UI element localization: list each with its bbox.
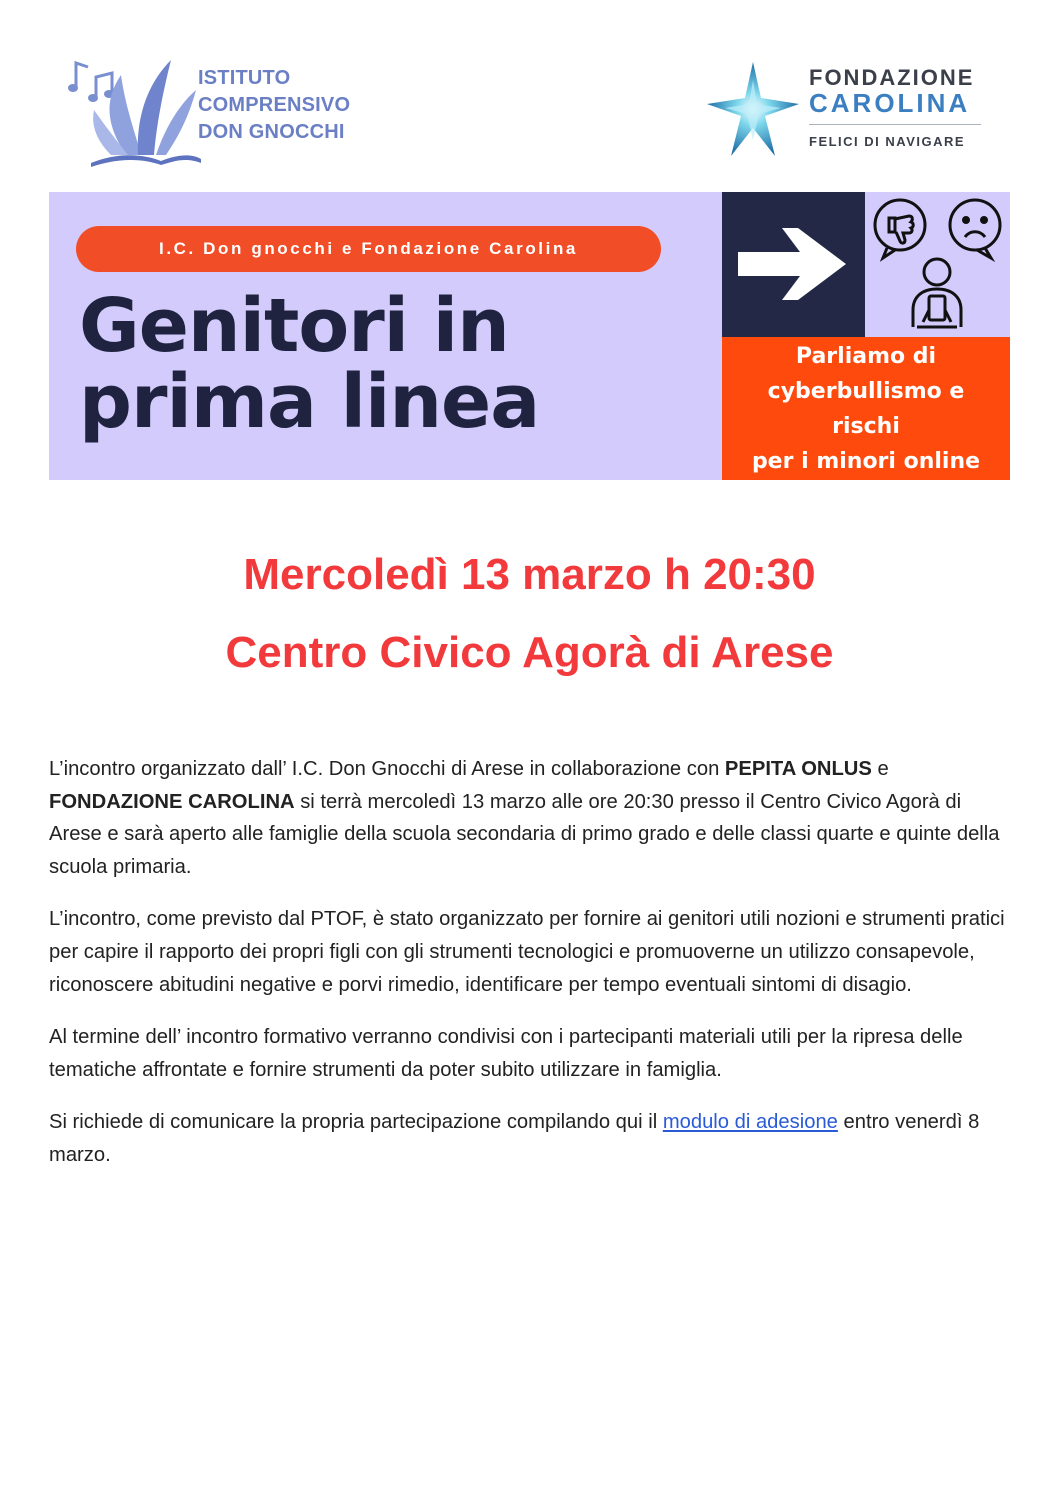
- person-phone-icon: [913, 259, 961, 327]
- thumbs-down-icon: [875, 200, 925, 258]
- partner-pepita: PEPITA ONLUS: [724, 758, 872, 780]
- paragraph-intro-part3: si terrà mercoledì 13 marzo alle ore 20:30 presso il Centro Civico Agorà di Arese e sarà aperto alle famiglie della scuola secondaria di primo grado e delle classi quarte e quinte della scuola primaria.: [49, 790, 1000, 878]
- banner-title-line1: Genitori in: [79, 283, 509, 369]
- icons-panel: [865, 192, 1010, 337]
- arrow-right-icon: [734, 222, 852, 307]
- paragraph-purpose: L’incontro, come previsto dal PTOF, è stato organizzato per fornire ai genitori utili nozioni e strumenti pratici per capire il rapporto dei propri figli con gli strumenti tecnologici e promuoverne un utilizzo consapevole, riconoscere abitudini negative e porvi rimedio, identificare per tempo eventuali sintomi di disagio.: [49, 908, 1005, 996]
- star-icon: [703, 60, 803, 160]
- foundation-logo-line1: FONDAZIONE: [809, 65, 975, 90]
- body-text: [49, 753, 1014, 1192]
- paragraph-intro-part1: L’incontro organizzato dall’ I.C. Don Gnocchi di Arese in collaborazione con: [49, 758, 725, 780]
- paragraph-registration-part1: Si richiede di comunicare la propria partecipazione compilando qui il: [49, 1111, 663, 1134]
- school-logo-line2: COMPRENSIVO: [198, 94, 351, 116]
- school-logo-line3: DON GNOCCHI: [198, 121, 345, 143]
- paragraph-registration: [49, 1106, 1014, 1171]
- event-date: Mercoledì 13 marzo h 20:30: [243, 550, 816, 599]
- paragraph-materials: Al termine dell’ incontro formativo verranno condivisi con i partecipanti materiali utili per la ripresa delle tematiche affrontate e fornire strumenti da poter subito utilizzare in famiglia.: [49, 1026, 963, 1081]
- hero-banner: [49, 192, 1010, 480]
- organizers-pill: I.C. Don gnocchi e Fondazione Carolina: [76, 226, 661, 272]
- partner-fondazione: FONDAZIONE CAROLINA: [49, 790, 295, 813]
- registration-form-link[interactable]: modulo di adesione: [662, 1111, 838, 1134]
- foundation-logo-rule: [809, 124, 981, 125]
- school-logo: [66, 55, 366, 170]
- topic-text: Parliamo di cyberbullismo e rischi per i minori online: [751, 343, 981, 474]
- foundation-logo-line2: CAROLINA: [809, 88, 971, 118]
- foundation-logo: [703, 60, 993, 160]
- arrow-panel: [722, 192, 865, 337]
- topic-panel: [722, 337, 1010, 480]
- paragraph-intro-part2: e: [871, 758, 889, 780]
- banner-title: [79, 283, 540, 445]
- paragraph-intro: [49, 753, 1014, 883]
- school-logo-line1: ISTITUTO: [198, 67, 291, 89]
- event-place: Centro Civico Agorà di Arese: [225, 628, 834, 677]
- banner-title-line2: prima linea: [79, 359, 540, 445]
- foundation-logo-tagline: FELICI DI NAVIGARE: [809, 134, 966, 149]
- paragraph-registration-part2: entro venerdì 8 marzo.: [49, 1111, 980, 1166]
- sad-face-icon: [950, 200, 1000, 258]
- book-music-icon: [66, 55, 201, 170]
